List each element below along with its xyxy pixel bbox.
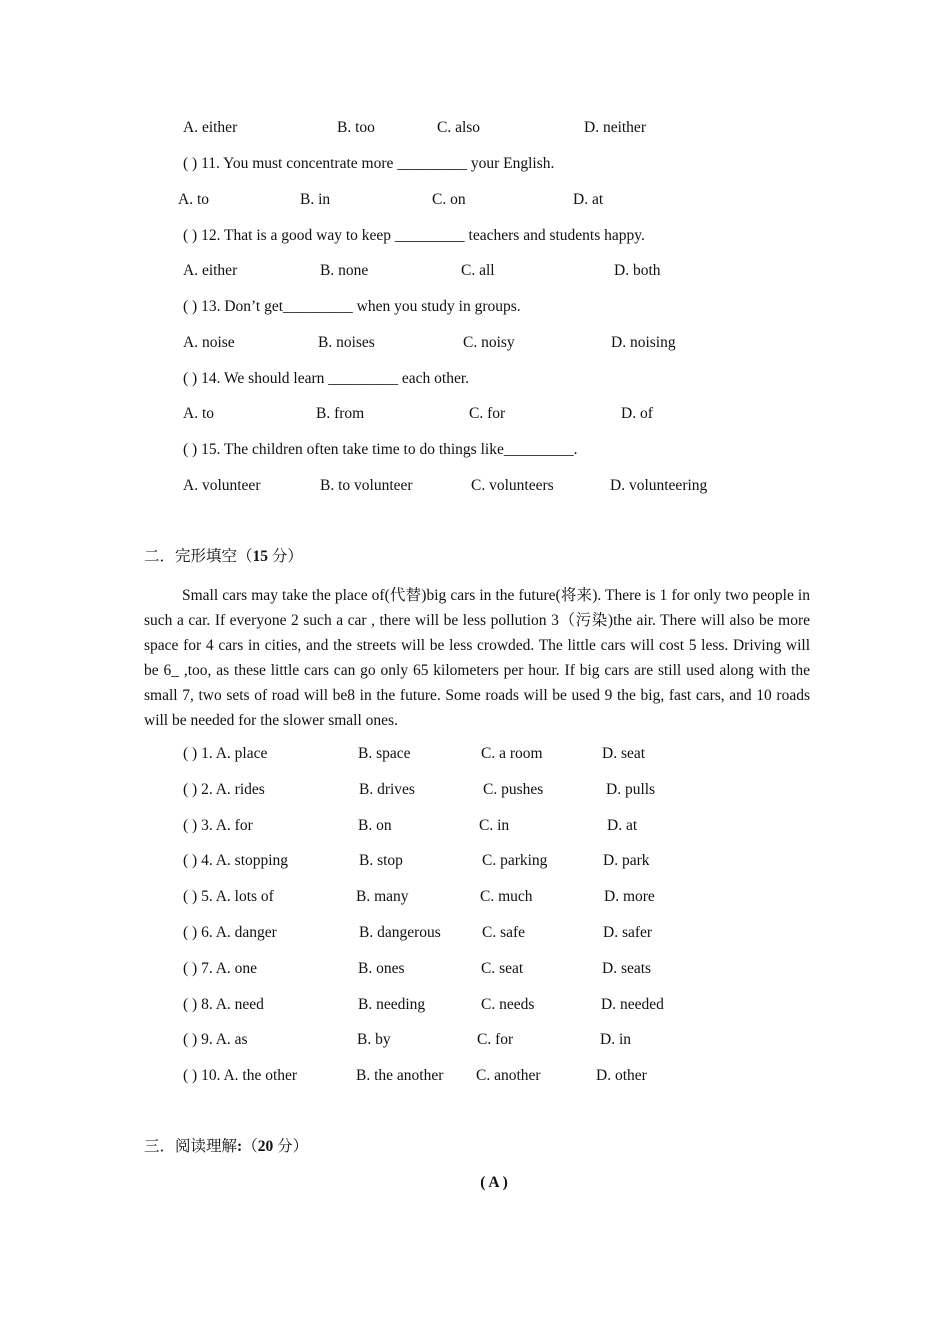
passage-text: Small cars may take the place of(代替)big cars in the future(将来). There is 1 for only two people in such a car. If everyone 2 such a car , there will be less pollution 3（污染)the air. There will also be more space for 4 cars in cities, and the streets will be less crowded. The little cars will cost 5 less. Driving will be 6_ ,too, as these little cars can go only 65 kilometers per hour. If big cars are still used along with the small 7, two sets of road will be8 in the future. Some roads will be used 9 the big, fast cars, and 10 roads will be needed for the slower small ones. (144, 587, 810, 729)
option-c: C. for (477, 1031, 514, 1048)
option-b: B. too (337, 119, 375, 136)
heading-suffix: 分） (268, 548, 303, 565)
section-heading-reading (144, 1137, 308, 1157)
option-b: B. in (300, 191, 331, 208)
option-b: B. to volunteer (320, 477, 413, 494)
option-c: C. on (432, 191, 466, 208)
question-11: ( ) 11. You must concentrate more _________ your English. (183, 155, 555, 172)
option-c: C. much (480, 888, 533, 905)
option-a: A. volunteer (183, 477, 261, 494)
option-b: B. ones (358, 960, 405, 977)
heading-colon: : (237, 1138, 243, 1155)
option-d: D. at (607, 817, 638, 834)
question-stem: ( ) 3. A. for (183, 817, 253, 834)
option-d: D. at (573, 191, 604, 208)
option-d: D. volunteering (610, 477, 708, 494)
option-d: D. in (600, 1031, 631, 1048)
question-15: ( ) 15. The children often take time to do things like_________. (183, 441, 578, 458)
option-b: B. the another (356, 1067, 444, 1084)
option-d: D. seat (602, 745, 646, 762)
question-stem: ( ) 5. A. lots of (183, 888, 274, 905)
option-c: C. parking (482, 852, 548, 869)
question-stem: ( ) 7. A. one (183, 960, 258, 977)
option-d: D. other (596, 1067, 647, 1084)
option-c: C. for (469, 405, 506, 422)
option-a: A. to (183, 405, 214, 422)
option-b: B. stop (359, 852, 403, 869)
reading-section-label: ( A ) (480, 1174, 508, 1191)
question-stem: ( ) 6. A. danger (183, 924, 277, 941)
question-13: ( ) 13. Don’t get_________ when you study in groups. (183, 298, 521, 315)
option-c: C. volunteers (471, 477, 554, 494)
option-c: C. seat (481, 960, 524, 977)
heading-paren: （ (242, 1138, 258, 1155)
option-d: D. more (604, 888, 655, 905)
question-14: ( ) 14. We should learn _________ each other. (183, 370, 470, 387)
option-b: B. needing (358, 996, 426, 1013)
option-b: B. none (320, 262, 369, 279)
option-d: D. neither (584, 119, 646, 136)
question-stem: ( ) 9. A. as (183, 1031, 248, 1048)
question-stem: ( ) 4. A. stopping (183, 852, 289, 869)
heading-suffix: 分） (273, 1138, 309, 1155)
cloze-passage (144, 583, 810, 733)
option-a: A. either (183, 262, 238, 279)
option-c: C. in (479, 817, 510, 834)
option-c: C. a room (481, 745, 543, 762)
section-heading-cloze (144, 547, 303, 567)
option-a: A. either (183, 119, 238, 136)
option-b: B. space (358, 745, 411, 762)
option-b: B. drives (359, 781, 415, 798)
option-c: C. pushes (483, 781, 544, 798)
option-d: D. noising (611, 334, 676, 351)
question-stem: ( ) 2. A. rides (183, 781, 265, 798)
option-a: A. noise (183, 334, 235, 351)
option-c: C. also (437, 119, 481, 136)
option-c: C. all (461, 262, 495, 279)
option-d: D. needed (601, 996, 664, 1013)
heading-prefix: 三．阅读理解 (144, 1138, 238, 1155)
option-a: A. to (178, 191, 209, 208)
option-d: D. park (603, 852, 650, 869)
question-stem: ( ) 8. A. need (183, 996, 264, 1013)
heading-score: 20 (257, 1138, 274, 1155)
option-c: C. needs (481, 996, 535, 1013)
option-b: B. noises (318, 334, 375, 351)
option-b: B. on (358, 817, 392, 834)
option-b: B. by (357, 1031, 391, 1048)
option-d: D. seats (602, 960, 652, 977)
question-12: ( ) 12. That is a good way to keep _________ teachers and students happy. (183, 227, 645, 244)
option-b: B. from (316, 405, 365, 422)
question-stem: ( ) 10. A. the other (183, 1067, 298, 1084)
option-d: D. of (621, 405, 653, 422)
option-c: C. another (476, 1067, 541, 1084)
option-d: D. pulls (606, 781, 656, 798)
option-b: B. many (356, 888, 409, 905)
option-b: B. dangerous (359, 924, 441, 941)
option-c: C. noisy (463, 334, 515, 351)
option-c: C. safe (482, 924, 526, 941)
heading-prefix: 二．完形填空（ (144, 548, 253, 565)
option-d: D. both (614, 262, 661, 279)
option-d: D. safer (603, 924, 653, 941)
question-stem: ( ) 1. A. place (183, 745, 268, 762)
heading-score: 15 (252, 548, 269, 565)
